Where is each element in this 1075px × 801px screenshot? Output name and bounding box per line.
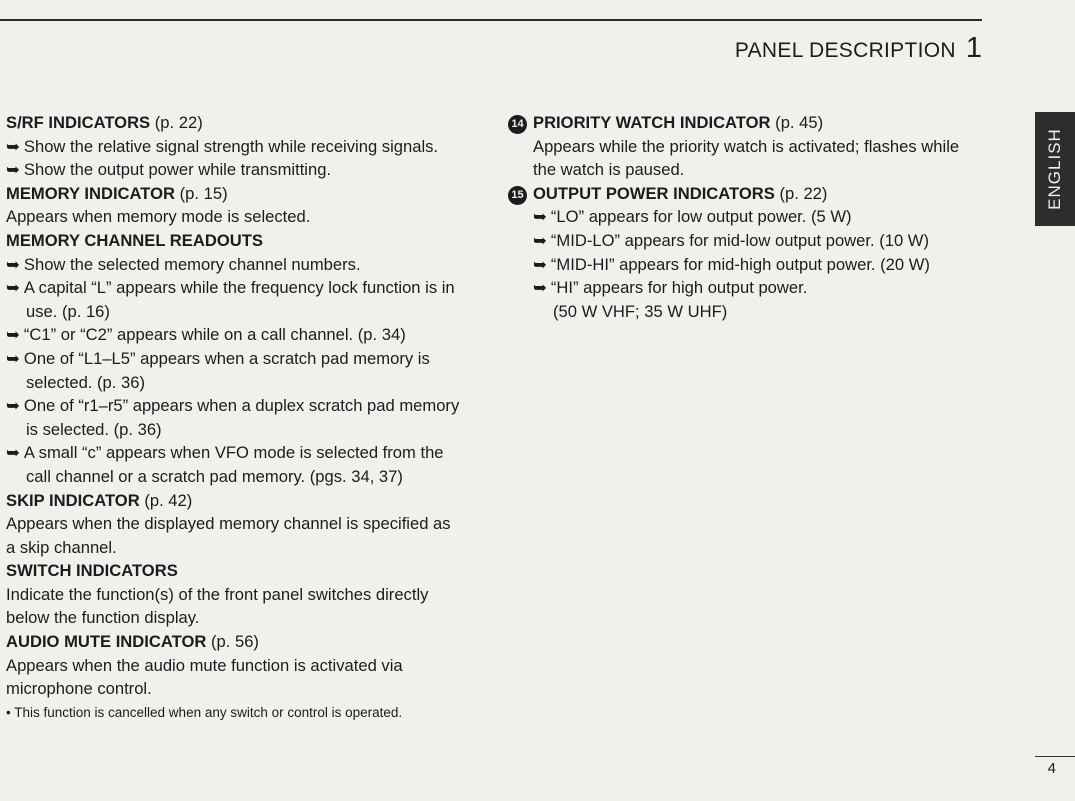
srf-heading (6, 111, 460, 135)
right-column (508, 111, 984, 323)
srf-bullet-2: ➥ Show the output power while transmitting. (6, 160, 332, 180)
arrow-icon: ➥ (533, 278, 547, 298)
audio-mute-heading (6, 630, 460, 654)
page-header (735, 32, 982, 65)
arrow-icon: ➥ (533, 207, 547, 227)
priority-title: PRIORITY WATCH INDICATOR (533, 113, 771, 132)
skip-ref: (p. 42) (144, 490, 193, 510)
memory-indicator-ref: (p. 15) (179, 183, 228, 203)
output-power-bullet-4: ➥ “HI” appears for high output power. (533, 278, 808, 298)
memory-indicator-heading (6, 182, 460, 206)
skip-heading (6, 489, 460, 513)
language-tab-label: ENGLISH (1045, 128, 1065, 210)
switch-text: Indicate the function(s) of the front panel switches directly below the function display. (6, 584, 429, 628)
page-number: 4 (1047, 760, 1056, 777)
audio-mute-ref: (p. 56) (210, 632, 259, 652)
arrow-icon: ➥ (6, 254, 20, 274)
output-power-bullet-2: ➥ “MID-LO” appears for mid-low output power. (10 W) (533, 230, 929, 250)
memory-indicator-title: MEMORY INDICATOR (6, 183, 176, 203)
section-number: 1 (965, 32, 982, 64)
audio-mute-title: AUDIO MUTE INDICATOR (6, 632, 207, 652)
output-power-heading (508, 182, 984, 206)
output-power-ref: (p. 22) (779, 183, 828, 203)
number-15-badge: 15 (508, 186, 527, 205)
priority-ref: (p. 45) (775, 113, 824, 132)
memory-channel-bullet-3: ➥ “C1” or “C2” appears while on a call channel. (p. 34) (6, 325, 406, 345)
arrow-icon: ➥ (6, 348, 20, 368)
arrow-icon: ➥ (6, 160, 20, 180)
arrow-icon: ➥ (533, 230, 547, 250)
memory-channel-bullet-2: ➥ A capital “L” appears while the frequency lock function is in use. (p. 16) (6, 278, 455, 321)
switch-title: SWITCH INDICATORS (6, 561, 178, 581)
footnote: • This function is cancelled when any switch or control is operated. (6, 704, 403, 720)
memory-channel-title: MEMORY CHANNEL READOUTS (6, 230, 263, 250)
arrow-icon: ➥ (6, 443, 20, 463)
number-14-badge: 14 (508, 115, 527, 134)
memory-channel-bullet-4: ➥ One of “L1–L5” appears when a scratch pad memory is selected. (p. 36) (6, 348, 430, 392)
page-number-rule (1035, 756, 1075, 757)
arrow-icon: ➥ (533, 254, 547, 274)
priority-heading (508, 111, 984, 135)
memory-channel-bullet-5: ➥ One of “r1–r5” appears when a duplex scratch pad memory is selected. (p. 36) (6, 396, 460, 439)
skip-title: SKIP INDICATOR (6, 490, 140, 510)
language-tab (1035, 112, 1075, 226)
arrow-icon: ➥ (6, 136, 20, 156)
output-power-bullet-1: ➥ “LO” appears for low output power. (5 W) (533, 207, 852, 227)
srf-bullet-1: ➥ Show the relative signal strength while receiving signals. (6, 136, 439, 156)
memory-indicator-text: Appears when memory mode is selected. (6, 207, 311, 227)
output-power-note: (50 W VHF; 35 W UHF) (553, 301, 728, 321)
memory-channel-bullet-1: ➥ Show the selected memory channel numbers. (6, 254, 361, 274)
arrow-icon: ➥ (6, 396, 20, 416)
top-rule (0, 19, 982, 21)
arrow-icon: ➥ (6, 278, 20, 298)
skip-text: Appears when the displayed memory channel is specified as a skip channel. (6, 514, 451, 557)
page-title: PANEL DESCRIPTION (734, 39, 956, 62)
srf-ref: (p. 22) (154, 113, 203, 132)
output-power-title: OUTPUT POWER INDICATORS (533, 183, 775, 203)
audio-mute-text: Appears when the audio mute function is activated via microphone control. (6, 655, 403, 699)
priority-text: Appears while the priority watch is activated; flashes while the watch is paused. (533, 136, 960, 180)
srf-title: S/RF INDICATORS (6, 113, 151, 132)
arrow-icon: ➥ (6, 325, 20, 345)
output-power-bullet-3: ➥ “MID-HI” appears for mid-high output power. (20 W) (533, 254, 930, 274)
memory-channel-bullet-6: ➥ A small “c” appears when VFO mode is selected from the call channel or a scratch pad memory. (pgs. 34, 37) (6, 443, 444, 486)
left-column (6, 111, 460, 723)
